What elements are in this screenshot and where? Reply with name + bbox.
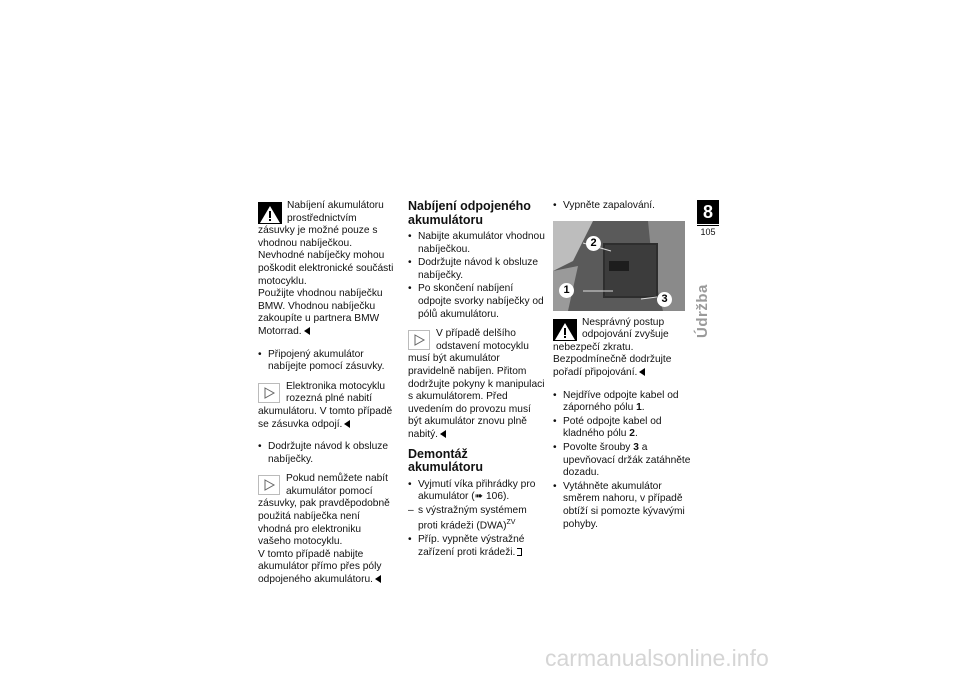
list-item: • Po skončení nabíjení odpojte svorky nabíječky od pólů akumulátoru.	[408, 283, 546, 321]
list-item: • Nabijte akumulátor vhodnou nabíječkou.	[408, 231, 546, 256]
watermark: carmanualsonline.info	[545, 645, 769, 671]
list-item: • Připojený akumulátor nabíjejte pomocí zásuvky.	[258, 349, 396, 374]
end-mark-icon	[304, 327, 310, 335]
note-triangle-icon	[408, 330, 430, 350]
list-item: • Vytáhněte akumulátor směrem nahoru, v případě obtíží si pomozte kývavými pohyby.	[553, 481, 693, 531]
note-text-1: Elektronika motocyklu rozezná plné nabití akumulátoru. V tomto případě se zásuvka odpojí.	[258, 380, 393, 430]
chapter-divider	[697, 225, 719, 226]
column-2	[408, 200, 546, 560]
end-mark-icon	[440, 430, 446, 438]
note-triangle-icon	[258, 383, 280, 403]
note-text-2: Pokud nemůžete nabít akumulátor pomocí zásuvky, pak pravděpodobně použitá nabíječka není vhodná pro elektroniku vašeho motocyklu.	[258, 473, 390, 548]
list-item: • Poté odpojte kabel od kladného pólu 2.	[553, 416, 693, 441]
note-text-3: V případě delšího odstavení motocyklu musí být akumulátor pravidelně nabíjen. Přitom dodržujte pokyny k manipulaci s akumulátorem. Před uvedením do provozu musí být akumulátor znovu plně nabitý.	[408, 328, 545, 440]
warning-block-2	[553, 317, 693, 380]
bullet-list-ignition	[553, 200, 693, 213]
warning-text-2: Nesprávný postup odpojování zvyšuje nebezpečí zkratu.	[553, 316, 669, 353]
list-item: • Vypněte zapalování.	[553, 200, 693, 213]
list-item: • Povolte šrouby 3 a upevňovací držák zatáhněte dozadu.	[553, 442, 693, 480]
chapter-number: 8	[697, 200, 719, 224]
bullet-list-2	[258, 441, 396, 466]
warning-triangle-icon	[553, 319, 577, 341]
warning-text-1-rest: Použijte vhodnou nabíječku BMW. Vhodnou nabíječku zakoupíte u partnera BMW Motorrad.	[258, 288, 383, 337]
section-heading-removal: Demontáž akumulátoru	[408, 446, 484, 474]
warning-text-1: Nabíjení akumulátoru prostřednictvím zásuvky je možné pouze s vhodnou nabíječkou. Nevhodné nabíječky mohou poškodit elektronické součásti motocyklu.	[258, 200, 394, 287]
note-block-2	[258, 473, 396, 586]
option-superscript: ZV	[506, 519, 516, 527]
note-triangle-icon	[258, 475, 280, 495]
warning-text-2-rest: Bezpodmínečně dodržujte pořadí připojování.	[553, 354, 672, 378]
bullet-list-charging	[408, 231, 546, 321]
list-item: • Dodržujte návod k obsluze nabíječky.	[408, 257, 546, 282]
list-item: • Příp. vypněte výstražné zařízení proti krádeži.	[408, 534, 546, 559]
end-mark-icon	[639, 368, 645, 376]
column-1	[258, 200, 396, 587]
list-item: – s výstražným systémem proti krádeži (DWA)$^{ZV}$	[408, 505, 546, 534]
bullet-list-1	[258, 349, 396, 374]
warning-triangle-icon	[258, 202, 282, 224]
photo-label-3: 3	[657, 292, 672, 307]
section-title: Údržba	[694, 284, 711, 338]
note-block-1	[258, 381, 396, 431]
warning-block-1	[258, 200, 396, 339]
section-heading-charging: Nabíjení odpojeného akumulátoru	[408, 199, 531, 227]
cross-reference-link[interactable]: Vyjmutí víka přihrádky pro akumulátor (➠ 106).	[418, 478, 536, 503]
list-item	[408, 479, 546, 504]
note-block-3	[408, 328, 546, 441]
photo-label-2: 2	[586, 236, 601, 251]
column-3	[553, 200, 693, 532]
list-item: • Nejdříve odpojte kabel od záporného pólu 1.	[553, 390, 693, 415]
battery-photo	[553, 221, 685, 311]
list-item: • Dodržujte návod k obsluze nabíječky.	[258, 441, 396, 466]
bullet-list-disconnect	[553, 390, 693, 532]
photo-label-1: 1	[559, 283, 574, 298]
end-mark-icon	[344, 420, 350, 428]
end-mark-icon	[375, 575, 381, 583]
end-mark-icon	[517, 548, 522, 556]
bullet-list-removal	[408, 479, 546, 560]
page-number: 105	[700, 227, 716, 237]
section-tab	[694, 278, 724, 338]
note-text-2-rest: V tomto případě nabijte akumulátor přímo přes póly odpojeného akumulátoru.	[258, 548, 382, 586]
